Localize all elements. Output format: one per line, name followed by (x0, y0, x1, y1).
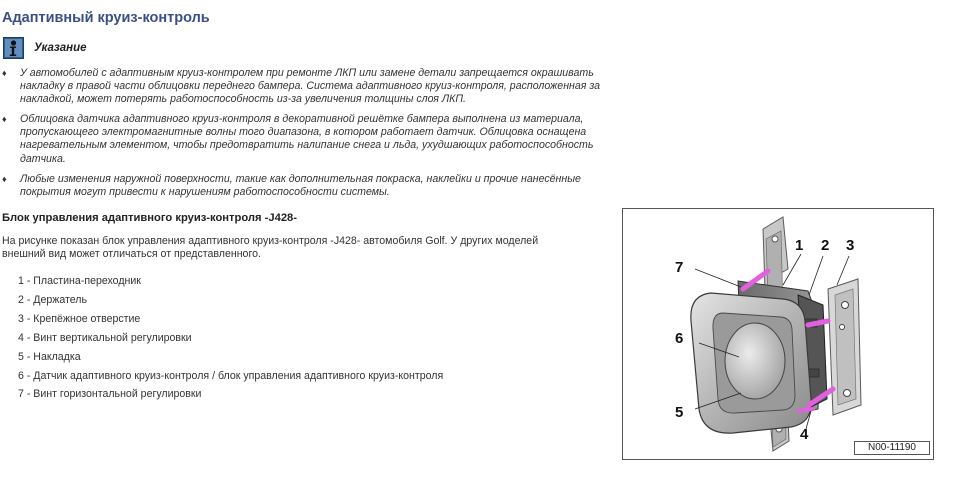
callout-7: 7 (675, 259, 684, 276)
bullet: ♦ (2, 114, 7, 125)
sensor-illustration (622, 208, 934, 460)
note-item (2, 173, 617, 199)
figure-code: N00-11190 (854, 441, 930, 455)
callout-6: 6 (675, 330, 684, 347)
section-intro: На рисунке показан блок управления адаптивного круиз-контроля -J428- автомобиля Golf. У других моделей внешний вид может отличаться от представленного. (2, 235, 539, 261)
section-heading: Блок управления адаптивного круиз-контроля -J428- (2, 212, 298, 224)
part-item-4: 4 - Винт вертикальной регулировки (18, 331, 192, 344)
note-text: Любые изменения наружной поверхности, такие как дополнительная покраска, наклейки и прочие нанесённые покрытия могут привести к нарушениям работоспособности системы. (20, 172, 581, 198)
info-person-icon (3, 37, 24, 59)
note-item (2, 67, 617, 106)
note-text: Облицовка датчика адаптивного круиз-контроля в декоративной решётке бампера выполнена из материала, пропускающего электромагнитные волны того диапазона, в котором работает датчик. Облицовка оснащена нагревательным элементом, чтобы предотвратить налипание снега и льда, ухудшающих работоспособность датчика. (20, 113, 594, 165)
page-title: Адаптивный круиз-контроль (2, 10, 210, 26)
bullet: ♦ (2, 68, 7, 78)
callout-4: 4 (800, 426, 809, 443)
note-list (2, 67, 617, 206)
part-item-1: 1 - Пластина-переходник (18, 275, 141, 287)
part-item-6: 6 - Датчик адаптивного круиз-контроля / блок управления адаптивного круиз-контроля (18, 369, 444, 382)
part-item-3: 3 - Крепёжное отверстие (18, 312, 141, 325)
exploded-view-drawing (623, 209, 935, 461)
part-item-5: 5 - Накладка (18, 350, 81, 363)
callout-1: 1 (795, 237, 804, 254)
parts-list (18, 272, 443, 404)
callout-5: 5 (675, 404, 684, 421)
callout-2: 2 (821, 237, 830, 254)
note-text: У автомобилей с адаптивным круиз-контролем при ремонте ЛКП или замене детали запрещается окрашивать накладку в правой части облицовки переднего бампера. Система адаптивного круиз-контроля, расположенная за накладкой, может потерять работоспособность из-за увеличения толщины слоя ЛКП. (20, 67, 601, 106)
callout-3: 3 (846, 237, 855, 254)
bullet: ♦ (2, 173, 7, 184)
part-item-7: 7 - Винт горизонтальной регулировки (18, 388, 202, 401)
note-title: Указание (34, 42, 87, 54)
part-item-2: 2 - Держатель (18, 293, 87, 306)
note-item (2, 113, 617, 165)
